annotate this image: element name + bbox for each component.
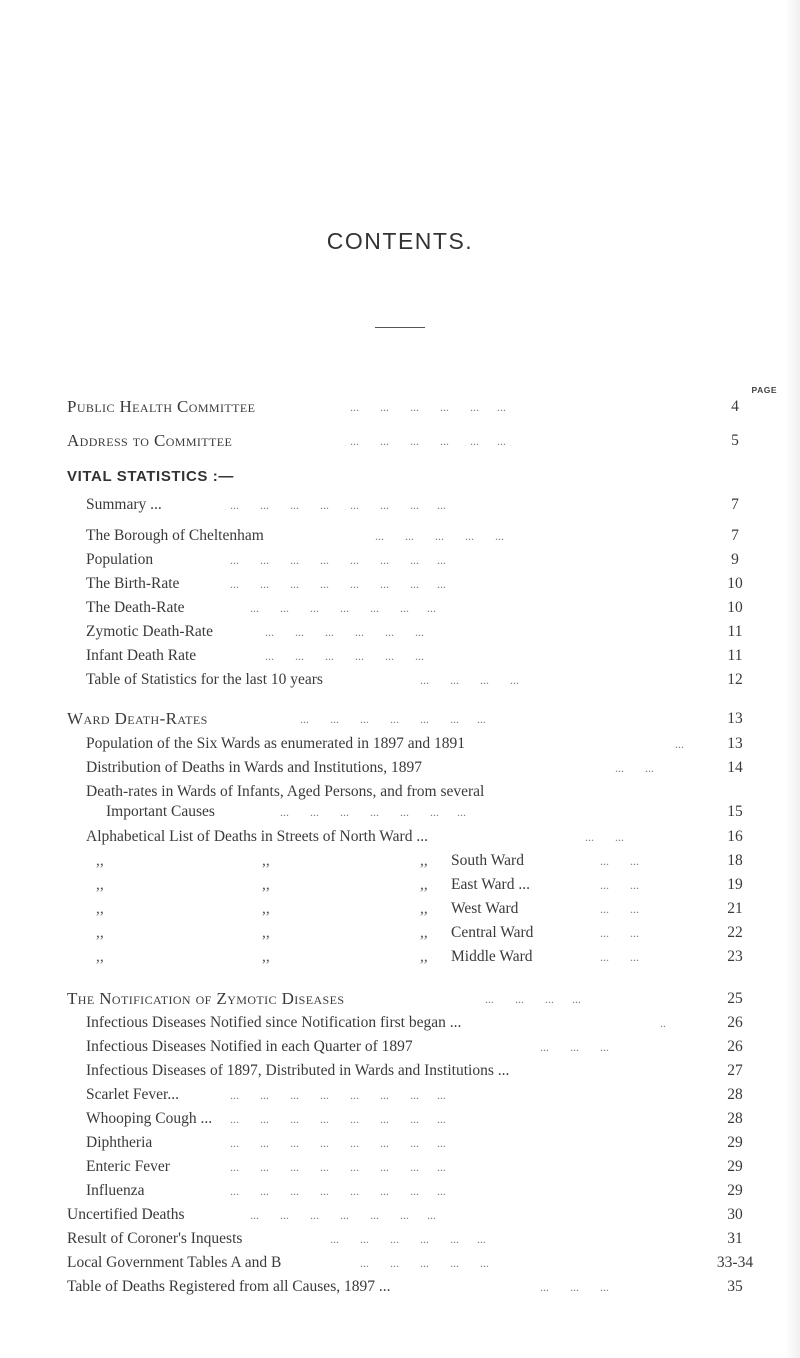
toc-entry xyxy=(0,897,800,921)
leader-dots: ... ... ... ... ... ... ... ... xyxy=(230,1184,446,1198)
toc-entry xyxy=(0,732,800,756)
toc-entry xyxy=(0,429,800,453)
toc-entry xyxy=(0,1107,800,1131)
ditto-mark: ,, xyxy=(96,900,104,917)
entry-page: 18 xyxy=(727,852,743,869)
ditto-mark: ,, xyxy=(96,948,104,965)
toc-entry xyxy=(0,644,800,668)
entry-page: 7 xyxy=(731,527,739,544)
toc-entry xyxy=(0,493,800,517)
entry-label: Influenza xyxy=(86,1182,145,1199)
entry-page: 15 xyxy=(727,803,743,820)
leader-dots: .. xyxy=(660,1016,666,1030)
toc-entry xyxy=(0,1083,800,1107)
page-edge-shadow xyxy=(786,0,800,1358)
entry-label: Infectious Diseases Notified since Notification first began ... xyxy=(86,1014,462,1031)
entry-page: 27 xyxy=(727,1062,743,1079)
toc-entry xyxy=(0,707,800,731)
entry-page: 12 xyxy=(727,671,743,688)
page-title: CONTENTS. xyxy=(326,228,474,254)
entry-page: 35 xyxy=(727,1278,743,1295)
entry-label: Death-rates in Wards of Infants, Aged Persons, and from several xyxy=(86,783,485,800)
page-column-header: PAGE xyxy=(751,385,777,395)
leader-dots: ... ... xyxy=(600,902,639,916)
entry-label: Table of Statistics for the last 10 years xyxy=(86,671,323,688)
toc-entry xyxy=(0,395,800,419)
entry-label: East Ward ... xyxy=(451,876,530,893)
entry-label: Address to Committee xyxy=(67,431,233,450)
entry-label: Uncertified Deaths xyxy=(67,1206,185,1223)
entry-page: 33-34 xyxy=(716,1254,754,1271)
toc-entry xyxy=(0,524,800,548)
leader-dots: ... ... ... xyxy=(540,1040,609,1054)
leader-dots: ... ... ... ... ... ... xyxy=(265,649,424,663)
entry-page: 23 xyxy=(727,948,743,965)
entry-label: Population of the Six Wards as enumerated in 1897 and 1891 xyxy=(86,735,466,752)
toc-entry xyxy=(0,1275,800,1299)
entry-page: 10 xyxy=(727,599,743,616)
toc-entry xyxy=(0,945,800,969)
entry-page: 4 xyxy=(731,398,739,415)
toc-entry xyxy=(0,1227,800,1251)
leader-dots: ... ... ... ... xyxy=(485,992,581,1006)
toc-entry xyxy=(0,1035,800,1059)
ditto-mark: ,, xyxy=(420,900,428,917)
entry-label: Alphabetical List of Deaths in Streets of North Ward ... xyxy=(86,828,428,845)
entry-label: The Borough of Cheltenham xyxy=(86,527,264,544)
toc-entry xyxy=(0,596,800,620)
leader-dots: ... ... xyxy=(600,926,639,940)
toc-entry xyxy=(0,1251,800,1275)
entry-label: Zymotic Death-Rate xyxy=(86,623,213,640)
entry-page: 22 xyxy=(727,924,743,941)
title-divider xyxy=(375,327,425,328)
leader-dots: ... ... ... ... ... xyxy=(360,1256,489,1270)
entry-page: 28 xyxy=(727,1086,743,1103)
entry-label: Infectious Diseases of 1897, Distributed in Wards and Institutions ... xyxy=(86,1062,510,1079)
toc-entry xyxy=(0,572,800,596)
entry-page: 28 xyxy=(727,1110,743,1127)
leader-dots: ... ... xyxy=(585,830,624,844)
leader-dots: ... ... ... ... ... ... xyxy=(350,434,506,448)
toc-entry xyxy=(0,1131,800,1155)
entry-label: Distribution of Deaths in Wards and Institutions, 1897 xyxy=(86,759,422,776)
leader-dots: ... ... ... ... ... ... xyxy=(330,1232,486,1246)
entry-page: 29 xyxy=(727,1134,743,1151)
entry-label: West Ward xyxy=(451,900,519,917)
entry-label: The Death-Rate xyxy=(86,599,185,616)
toc-entry xyxy=(0,756,800,780)
leader-dots: ... ... xyxy=(600,854,639,868)
entry-label: Scarlet Fever... xyxy=(86,1086,179,1103)
toc-entry xyxy=(0,825,800,849)
toc-entry xyxy=(0,668,800,692)
entry-page: 5 xyxy=(731,432,739,449)
leader-dots: ... ... ... ... ... ... xyxy=(265,625,424,639)
toc-entry xyxy=(0,1203,800,1227)
entry-page: 29 xyxy=(727,1182,743,1199)
leader-dots: ... ... ... ... ... xyxy=(375,529,504,543)
leader-dots: ... ... ... ... ... ... ... xyxy=(300,712,486,726)
entry-page: 11 xyxy=(727,623,743,640)
toc-entry xyxy=(0,548,800,572)
leader-dots: ... xyxy=(675,737,684,751)
ditto-mark: ,, xyxy=(420,852,428,869)
ditto-mark: ,, xyxy=(262,852,270,869)
entry-label: The Birth-Rate xyxy=(86,575,180,592)
entry-label: Important Causes xyxy=(106,803,215,820)
entry-page: 7 xyxy=(731,496,739,513)
toc-entry xyxy=(0,800,800,824)
entry-page: 26 xyxy=(727,1038,743,1055)
entry-label: Summary ... xyxy=(86,496,162,513)
leader-dots: ... ... ... ... ... ... ... ... xyxy=(230,1160,446,1174)
entry-label: VITAL STATISTICS :— xyxy=(67,468,234,485)
entry-page: 26 xyxy=(727,1014,743,1031)
entry-page: 21 xyxy=(727,900,743,917)
leader-dots: ... ... ... ... ... ... ... ... xyxy=(230,553,446,567)
toc-entry xyxy=(0,1011,800,1035)
entry-page: 30 xyxy=(727,1206,743,1223)
ditto-mark: ,, xyxy=(262,948,270,965)
entry-label: Table of Deaths Registered from all Causes, 1897 ... xyxy=(67,1278,391,1295)
toc-entry xyxy=(0,1059,800,1083)
entry-page: 9 xyxy=(731,551,739,568)
entry-page: 25 xyxy=(727,990,743,1007)
entry-label: The Notification of Zymotic Diseases xyxy=(67,989,345,1008)
entry-label: Diphtheria xyxy=(86,1134,153,1151)
leader-dots: ... ... ... ... ... ... xyxy=(350,400,506,414)
toc-entry xyxy=(0,987,800,1011)
entry-label: Ward Death-Rates xyxy=(67,709,208,728)
entry-page: 31 xyxy=(727,1230,743,1247)
entry-label: Result of Coroner's Inquests xyxy=(67,1230,243,1247)
entry-page: 14 xyxy=(727,759,743,776)
entry-page: 29 xyxy=(727,1158,743,1175)
entry-label: Infectious Diseases Notified in each Quarter of 1897 xyxy=(86,1038,413,1055)
entry-label: Infant Death Rate xyxy=(86,647,197,664)
ditto-mark: ,, xyxy=(96,924,104,941)
leader-dots: ... ... ... ... ... ... ... ... xyxy=(230,1112,446,1126)
entry-page: 13 xyxy=(727,710,743,727)
entry-label: Public Health Committee xyxy=(67,397,256,416)
toc-entry xyxy=(0,921,800,945)
leader-dots: ... ... ... ... ... ... ... xyxy=(280,805,466,819)
ditto-mark: ,, xyxy=(96,852,104,869)
entry-page: 11 xyxy=(727,647,743,664)
entry-label: Whooping Cough ... xyxy=(86,1110,213,1127)
entry-label: Enteric Fever xyxy=(86,1158,170,1175)
leader-dots: ... ... ... ... ... ... ... xyxy=(250,1208,436,1222)
section-heading xyxy=(0,465,800,489)
ditto-mark: ,, xyxy=(262,900,270,917)
toc-entry xyxy=(0,620,800,644)
leader-dots: ... ... ... xyxy=(540,1280,609,1294)
ditto-mark: ,, xyxy=(420,876,428,893)
leader-dots: ... ... ... ... xyxy=(420,673,519,687)
leader-dots: ... ... ... ... ... ... ... xyxy=(250,601,436,615)
leader-dots: ... ... ... ... ... ... ... ... xyxy=(230,577,446,591)
ditto-mark: ,, xyxy=(262,924,270,941)
entry-page: 19 xyxy=(727,876,743,893)
toc-entry xyxy=(0,1179,800,1203)
entry-label: Population xyxy=(86,551,154,568)
entry-label: South Ward xyxy=(451,852,524,869)
leader-dots: ... ... ... ... ... ... ... ... xyxy=(230,1088,446,1102)
toc-entry xyxy=(0,1155,800,1179)
ditto-mark: ,, xyxy=(420,948,428,965)
toc-entry xyxy=(0,849,800,873)
ditto-mark: ,, xyxy=(96,876,104,893)
ditto-mark: ,, xyxy=(262,876,270,893)
leader-dots: ... ... ... ... ... ... ... ... xyxy=(230,498,446,512)
leader-dots: ... ... xyxy=(600,878,639,892)
ditto-mark: ,, xyxy=(420,924,428,941)
leader-dots: ... ... xyxy=(600,950,639,964)
entry-label: Central Ward xyxy=(451,924,534,941)
entry-page: 13 xyxy=(727,735,743,752)
entry-page: 16 xyxy=(727,828,743,845)
toc-entry xyxy=(0,873,800,897)
entry-label: Local Government Tables A and B xyxy=(67,1254,282,1271)
leader-dots: ... ... xyxy=(615,761,654,775)
entry-label: Middle Ward xyxy=(451,948,533,965)
leader-dots: ... ... ... ... ... ... ... ... xyxy=(230,1136,446,1150)
entry-page: 10 xyxy=(727,575,743,592)
